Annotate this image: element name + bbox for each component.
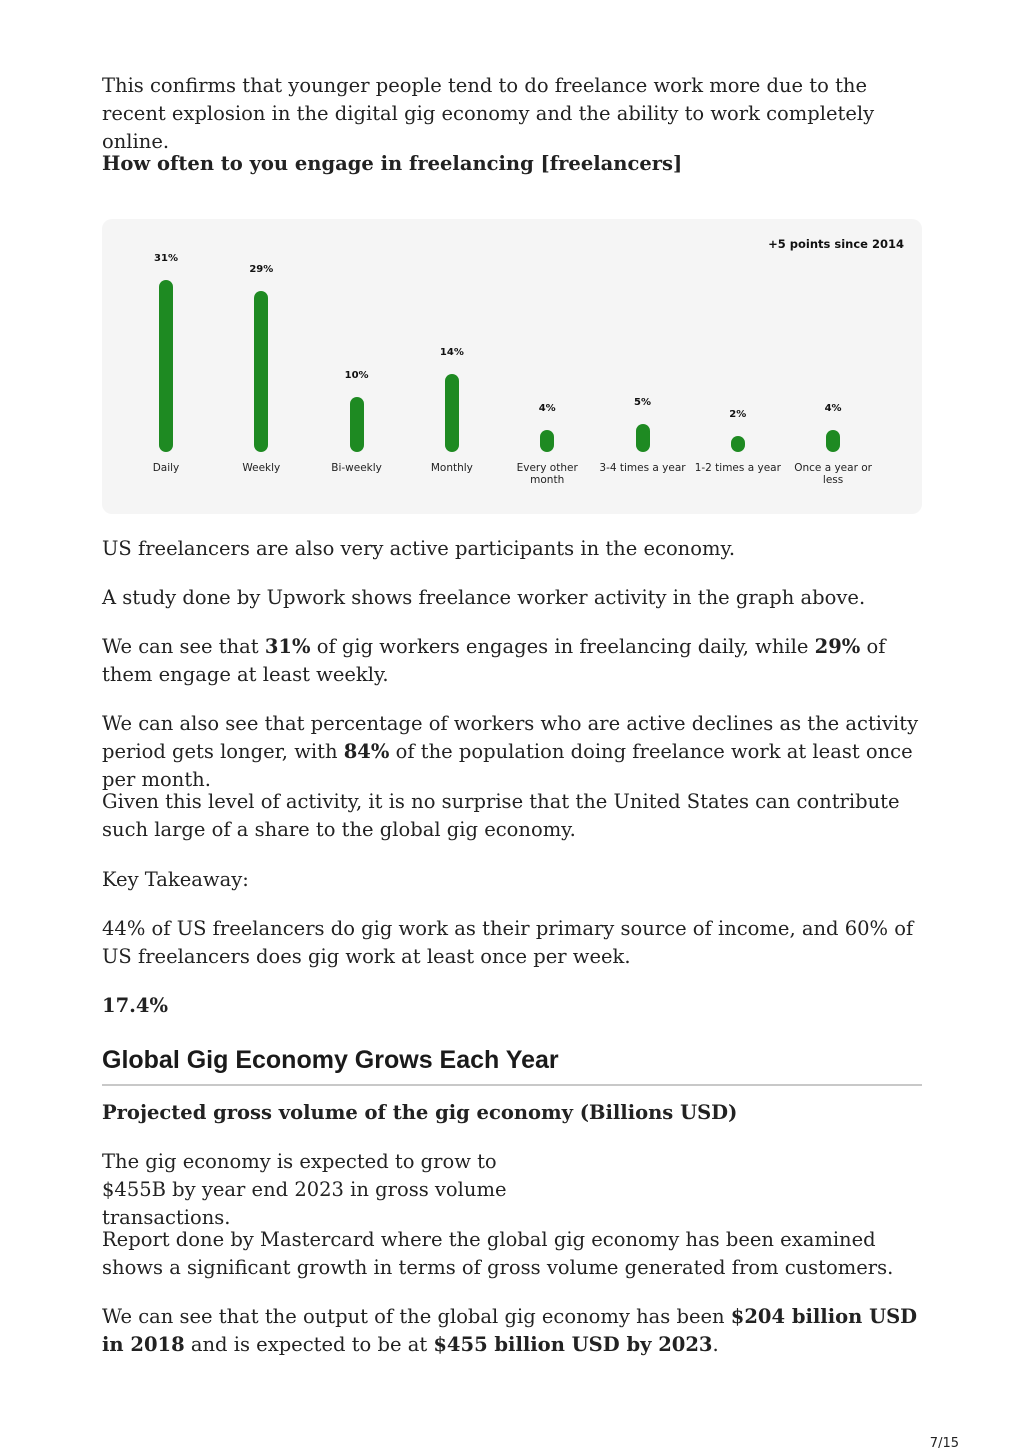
bar-5 (636, 424, 650, 452)
chart-heading: How often to you engage in freelancing [freelancers] (102, 152, 683, 175)
gig-volume-heading: Projected gross volume of the gig economy (Billions USD) (102, 1101, 738, 1124)
bar-6 (731, 436, 745, 452)
stat-daily: 31% (264, 635, 311, 658)
bar-value-label: 31% (154, 252, 178, 264)
bar-value-label: 4% (538, 402, 556, 414)
text-segment: of the population doing freelance work at least once per month. (102, 740, 913, 791)
key-takeaway-text: 44% of US freelancers do gig work as their primary source of income, and 60% of US freelancers does gig work at least once per week. (102, 917, 914, 968)
bar-2 (350, 397, 364, 453)
paragraph-us-share: Given this level of activity, it is no surprise that the United States can contribute such large of a share to the global gig economy. (102, 790, 900, 841)
freelancing-frequency-chart (102, 219, 922, 514)
stat-2023: $455 billion USD by 2023 (433, 1333, 713, 1356)
category-label: Once a year or less (794, 462, 872, 486)
bar-value-label: 14% (439, 347, 464, 359)
category-label: Bi-weekly (331, 462, 382, 474)
category-label: 1-2 times a year (694, 462, 781, 474)
stat-2018: $204 billion USD in 2018 (102, 1305, 918, 1356)
text-segment: We can also see that percentage of workers who are active declines as the activity period gets longer, with (102, 712, 919, 763)
bar-1 (254, 291, 268, 452)
text-segment: We can see that the output of the global gig economy has been (102, 1305, 731, 1328)
text-segment: and is expected to be at (184, 1333, 434, 1356)
paragraph-daily-weekly (102, 633, 922, 689)
bar-3 (445, 374, 459, 452)
text-segment: of them engage at least weekly. (102, 635, 886, 686)
category-label: Daily (152, 462, 180, 474)
text-segment: . (712, 1333, 719, 1356)
bar-4 (540, 430, 554, 452)
chart-note: +5 points since 2014 (768, 237, 904, 251)
bar-value-label: 2% (729, 409, 747, 420)
intro-paragraph: This confirms that younger people tend to do freelance work more due to the recent explosion in the digital gig economy and the ability to work completely online. (102, 74, 875, 153)
page-number: 7/15 (929, 1436, 959, 1451)
bar-7 (826, 430, 840, 452)
paragraph-active-participants: US freelancers are also very active participants in the economy. (102, 537, 736, 560)
category-label: 3-4 times a year (599, 462, 686, 474)
category-label: Monthly (430, 462, 473, 474)
category-label: Weekly (242, 462, 281, 474)
stat-weekly: 29% (814, 635, 861, 658)
paragraph-output-figures (102, 1303, 922, 1359)
stat-monthly: 84% (343, 740, 390, 763)
text-segment: We can see that (102, 635, 265, 658)
key-takeaway-label: Key Takeaway: (102, 868, 249, 891)
paragraph-455b: The gig economy is expected to grow to $455B by year end 2023 in gross volume transactions. (102, 1150, 507, 1229)
category-label: Every other month (516, 462, 578, 486)
stat-highlight: 17.4% (102, 994, 169, 1017)
paragraph-activity-decline (102, 710, 922, 794)
text-segment: of gig workers engages in freelancing daily, while (310, 635, 815, 658)
bar-value-label: 5% (634, 397, 651, 409)
paragraph-upwork-study: A study done by Upwork shows freelance worker activity in the graph above. (102, 586, 866, 609)
paragraph-mastercard: Report done by Mastercard where the global gig economy has been examined shows a significant growth in terms of gross volume generated from customers. (102, 1228, 894, 1279)
bar-value-label: 4% (824, 402, 842, 414)
bar-value-label: 10% (344, 369, 369, 381)
bar-0 (159, 280, 173, 452)
section-title: Global Gig Economy Grows Each Year (102, 1046, 922, 1086)
bar-value-label: 29% (249, 264, 274, 276)
